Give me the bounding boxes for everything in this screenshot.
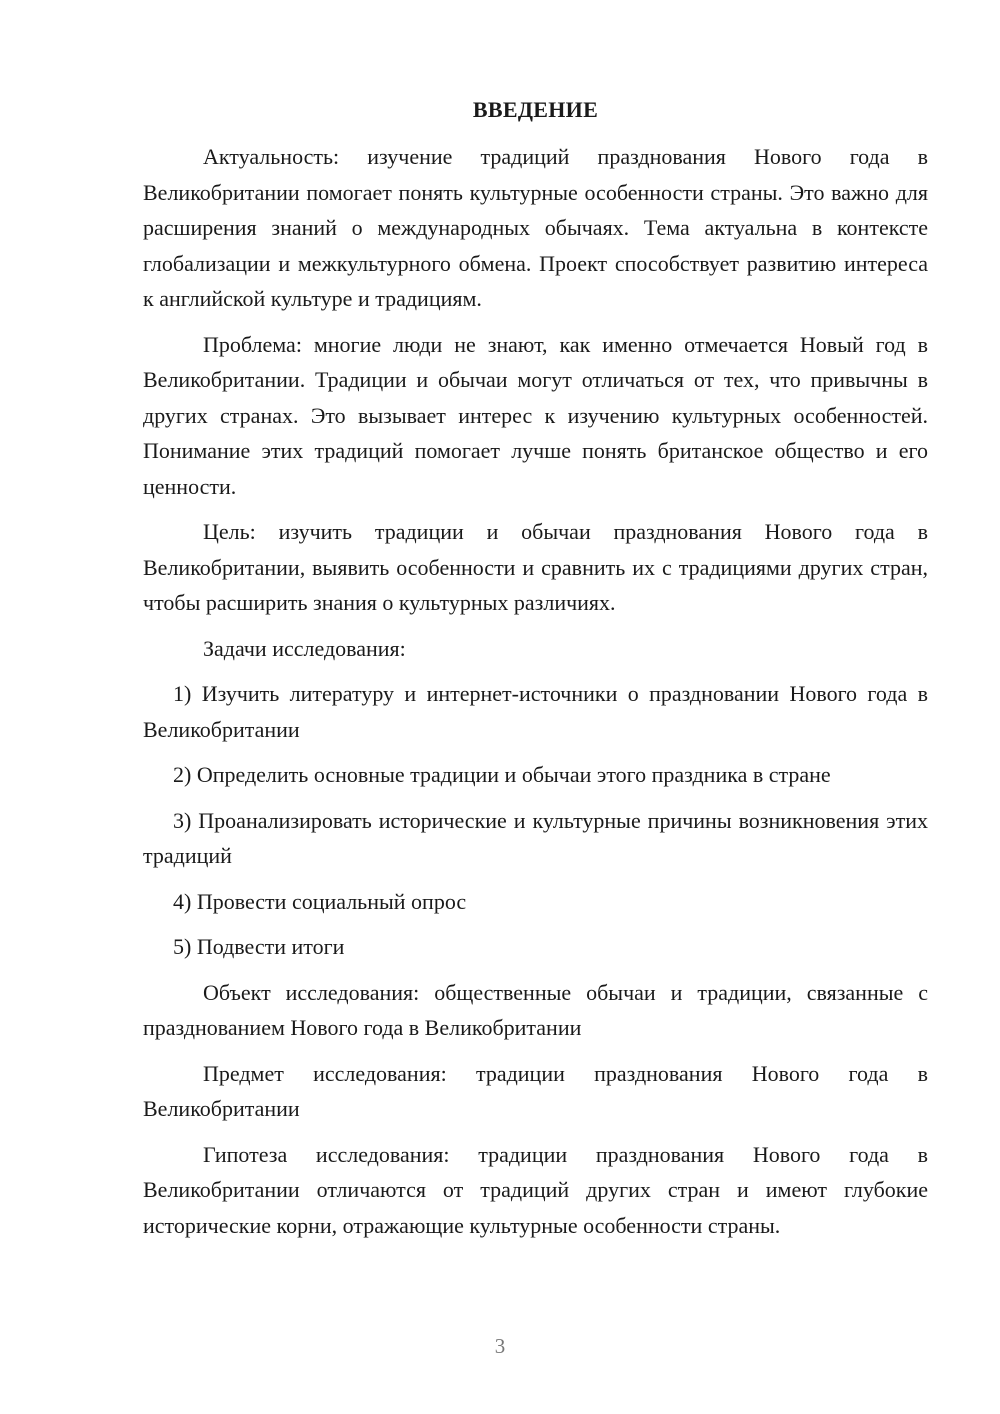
page-number: 3 bbox=[494, 1334, 506, 1358]
task-item-2: 2) Определить основные традиции и обычаи этого праздника в стране bbox=[173, 762, 831, 787]
paragraph-hypothesis: Гипотеза исследования: традиции празднования Нового года в Великобритании отличаются от традиций других стран и имеют глубокие исторические корни, отражающие культурные особенности страны. bbox=[143, 1141, 928, 1238]
task-item-4: 4) Провести социальный опрос bbox=[173, 888, 467, 914]
task-item-1: 1) Изучить литературу и интернет-источники о праздновании Нового года в Великобритании bbox=[143, 681, 928, 742]
paragraph-goal: Цель: изучить традиции и обычаи празднования Нового года в Великобритании, выявить особенности и сравнить их с традициями других стран, чтобы расширить знания о культурных различиях. bbox=[143, 519, 928, 615]
task-item-5: 5) Подвести итоги bbox=[173, 934, 345, 959]
paragraph-object: Объект исследования: общественные обычаи и традиции, связанные с празднованием Нового года в Великобритании bbox=[143, 979, 928, 1040]
tasks-heading: Задачи исследования: bbox=[203, 635, 406, 661]
task-item-3: 3) Проанализировать исторические и культурные причины возникновения этих традиций bbox=[143, 807, 928, 868]
paragraph-subject: Предмет исследования: традиции празднования Нового года в Великобритании bbox=[143, 1060, 928, 1121]
document-page bbox=[143, 95, 928, 1253]
paragraph-problem: Проблема: многие люди не знают, как именно отмечается Новый год в Великобритании. Традиции и обычаи могут отличаться от тех, что привычны в других странах. Это вызывает интерес к изучению культурных особенностей. Понимание этих традиций помогает лучше понять британское общество и его ценности. bbox=[143, 331, 928, 499]
paragraph-relevance: Актуальность: изучение традиций празднования Нового года в Великобритании помогает понять культурные особенности страны. Это важно для расширения знаний о международных обычаях. Тема актуальна в контексте глобализации и межкультурного обмена. Проект способствует развитию интереса к английской культуре и традициям. bbox=[143, 144, 928, 311]
section-title: ВВЕДЕНИЕ bbox=[472, 97, 599, 122]
